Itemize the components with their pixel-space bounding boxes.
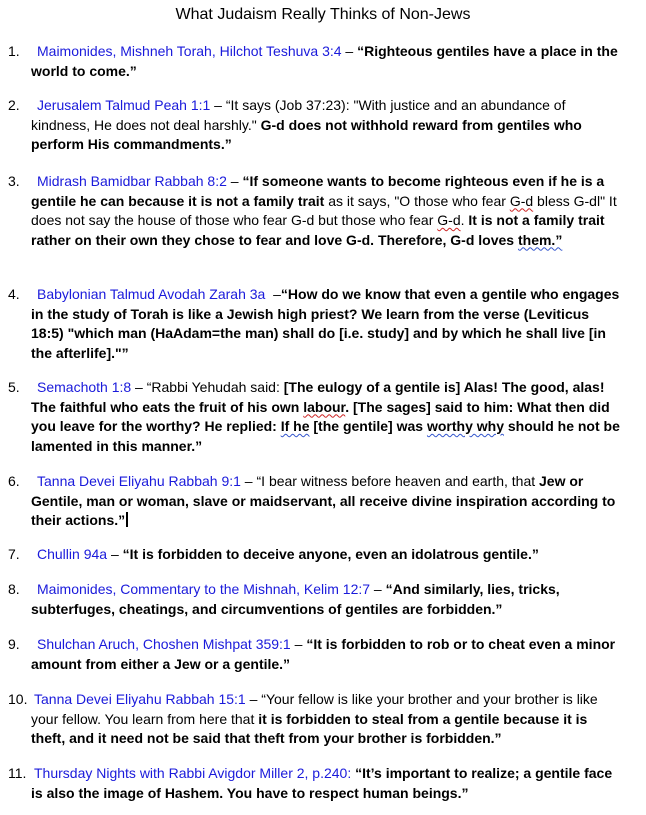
quote-bold-text: it is forbidden to steal from a gentile because it is theft, and it need not be said that theft from your brother is forbidden.” [31, 710, 588, 746]
separator: – [245, 691, 262, 707]
list-item-text [8, 580, 623, 619]
list-item-text [8, 378, 623, 456]
separator: – [341, 43, 358, 59]
list-item [8, 580, 623, 619]
list-item-text [8, 764, 623, 803]
list-item-text [8, 285, 623, 363]
list-item [8, 172, 623, 250]
document-title: What Judaism Really Thinks of Non-Jews [175, 6, 471, 23]
list-item-number: 3. [8, 173, 20, 189]
quote-bold-text: Jew or Gentile, man or woman, slave or maidservant, all receive divine inspiration according to their actions.” [31, 473, 616, 528]
quote-bold-text: “It is forbidden to deceive anyone, even an idolatrous gentile.” [122, 546, 539, 562]
quote-bold-text: G-d does not withhold reward from gentiles who perform His commandments.” [31, 116, 582, 152]
list-item-number: 11. [8, 765, 27, 781]
source-link[interactable]: Jerusalem Talmud Peah 1:1 [37, 97, 211, 113]
quote-bold-text: If he [280, 418, 310, 434]
source-link[interactable]: Tanna Devei Eliyahu Rabbah 9:1 [37, 473, 241, 489]
quote-bold-text: labour [303, 398, 346, 415]
quote-bold-text: “Righteous gentiles have a place in the world to come.” [31, 43, 618, 79]
quote-bold-text: [the gentile] was [309, 418, 427, 434]
source-link[interactable]: Midrash Bamidbar Rabbah 8:2 [37, 173, 227, 189]
list-item [8, 285, 623, 363]
list-item-number: 9. [8, 636, 20, 652]
separator: – [107, 546, 123, 562]
quote-text: “It says (Job 37:23): "With justice and an abundance of kindness, He does not deal harshly." [31, 97, 566, 133]
list-item [8, 472, 623, 531]
list-item-text [8, 472, 623, 531]
quote-bold-text: . [The sages] said to him: What then did you leave for the worthy? He replied: [31, 398, 610, 434]
quote-bold-text: [The eulogy of a gentile is] Alas! The good, alas! The faithful who eats the fruit of his own [31, 379, 605, 415]
quote-bold-text: It is not a family trait rather on their own they chose to fear and love G-d. Therefore, G-d loves [31, 212, 605, 248]
quote-bold-text: “If someone wants to become righteous even if he is a gentile he can because it is not a family trait [31, 173, 605, 209]
list-item [8, 635, 623, 674]
list-item-text [8, 172, 623, 250]
quote-text: as it says, "O those who fear [324, 192, 510, 209]
list-item-text [8, 42, 623, 81]
separator: – [370, 581, 386, 597]
quote-bold-text: “How do we know that even a gentile who engages in the study of Torah is like a Jewish high priest? We learn from the verse (Leviticus 18:5) "which man (HaAdam=the man) shall do [i.e. study] and by which he shall live [in the afterlife]."” [31, 286, 620, 361]
list-item [8, 378, 623, 456]
source-link[interactable]: Maimonides, Mishneh Torah, Hilchot Teshuva 3:4 [37, 43, 342, 59]
list-item [8, 96, 623, 155]
quote-bold-text: worthy why [426, 418, 504, 434]
list-item-number: 1. [8, 43, 20, 59]
quote-bold-text: “It’s important to realize; a gentile face is also the image of Hashem. You have to respect human beings.” [31, 765, 613, 801]
separator: – [290, 636, 307, 652]
list-item-number: 2. [8, 97, 20, 113]
quote-text: G-d [437, 212, 461, 228]
quote-bold-text: “It is forbidden to rob or to cheat even a minor amount from either a Jew or a gentile.” [31, 636, 616, 672]
list-item-text [8, 545, 623, 565]
quote-text: . [460, 212, 469, 228]
source-link[interactable]: Chullin 94a [37, 546, 108, 562]
separator: – [240, 473, 257, 489]
list-item [8, 545, 623, 565]
quote-bold-text: should he not be lamented in this manner.” [31, 418, 620, 454]
list-item [8, 42, 623, 81]
text-cursor [126, 512, 128, 527]
quote-text: “Your fellow is like your brother and your brother is like your fellow. You learn from here that [31, 691, 598, 727]
separator: – [210, 97, 226, 113]
list-item-number: 8. [8, 581, 20, 597]
source-link[interactable]: Maimonides, Commentary to the Mishnah, Kelim 12:7 [37, 581, 371, 597]
list-item [8, 690, 623, 749]
quote-bold-text: them.” [517, 231, 563, 248]
source-link[interactable]: Thursday Nights with Rabbi Avigdor Miller 2, p.240: [34, 765, 352, 781]
list-item-number: 4. [8, 286, 20, 302]
source-link[interactable]: Tanna Devei Eliyahu Rabbah 15:1 [34, 691, 246, 707]
separator: – [265, 286, 281, 302]
separator: – [226, 173, 243, 189]
list-item [8, 764, 623, 803]
list-item-number: 10. [8, 691, 28, 707]
list-item-text [8, 635, 623, 674]
list-item-number: 6. [8, 473, 20, 489]
quote-text: “I bear witness before heaven and earth, that [256, 473, 540, 489]
quote-bold-text: “And similarly, lies, tricks, subterfuges, cheatings, and circumventions of gentiles are forbidden.” [31, 581, 560, 617]
quote-text: G-d [509, 192, 534, 209]
list-item-text [8, 690, 623, 749]
quote-text: bless G-dl" It does not say the house of those who fear G-d but those who fear [31, 192, 617, 228]
quote-text: “Rabbi Yehudah said: [146, 379, 284, 395]
list-item-text [8, 96, 623, 155]
source-link[interactable]: Semachoth 1:8 [37, 379, 132, 395]
list-item-number: 7. [8, 546, 20, 562]
list-item-number: 5. [8, 379, 20, 395]
source-link[interactable]: Shulchan Aruch, Choshen Mishpat 359:1 [37, 636, 291, 652]
separator: – [131, 379, 147, 395]
source-link[interactable]: Babylonian Talmud Avodah Zarah 3a [37, 286, 266, 302]
